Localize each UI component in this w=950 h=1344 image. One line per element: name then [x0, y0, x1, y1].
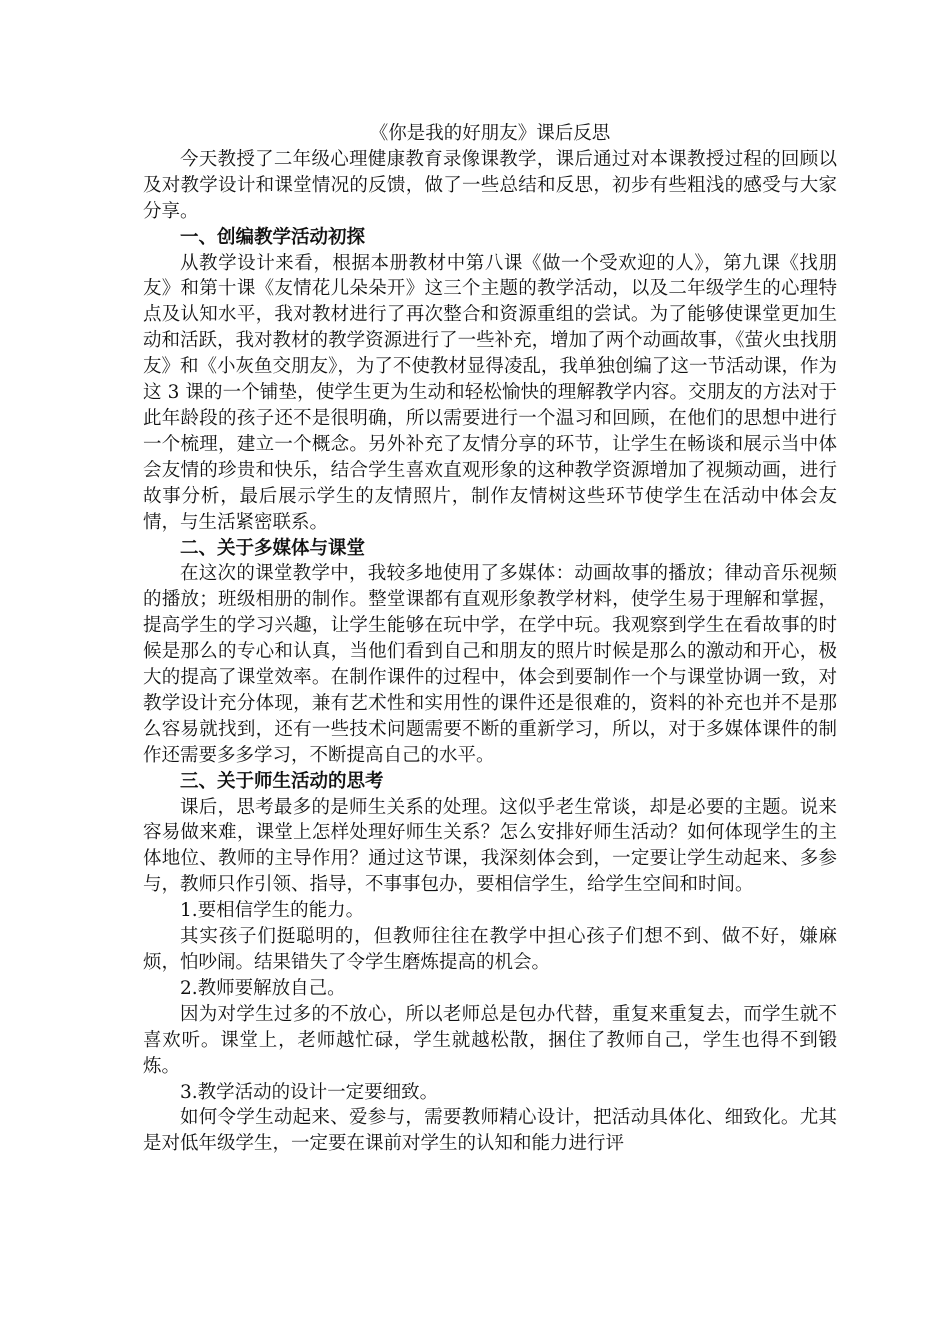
- section-3-heading: 三、关于师生活动的思考: [180, 770, 384, 792]
- point-1-paragraph: 其实孩子们挺聪明的，但教师往往在教学中担心孩子们想不到、做不好，嫌麻烦，怕吵闹。结果错失了令学生磨炼提高的机会。: [143, 926, 837, 973]
- intro-paragraph: 今天教授了二年级心理健康教育录像课教学，课后通过对本课教授过程的回顾以及对教学设计和课堂情况的反馈，做了一些总结和反思，初步有些粗浅的感受与大家分享。: [143, 148, 837, 222]
- section-1-heading: 一、创编教学活动初探: [180, 226, 366, 248]
- section-3-paragraph: 课后，思考最多的是师生关系的处理。这似乎老生常谈，却是必要的主题。说来容易做来难，课堂上怎样处理好师生关系？怎么安排好师生活动？如何体现学生的主体地位、教师的主导作用？通过这节课，我深刻体会到，一定要让学生动起来、多参与，教师只作引领、指导，不事事包办，要相信学生，给学生空间和时间。: [143, 796, 837, 896]
- point-3-title: 3.教学活动的设计一定要细致。: [180, 1081, 439, 1103]
- section-2-paragraph: 在这次的课堂教学中，我较多地使用了多媒体：动画故事的播放；律动音乐视频的播放；班级相册的制作。整堂课都有直观形象教学材料，使学生易于理解和掌握，提高学生的学习兴趣，让学生能够在玩中学，在学中玩。我观察到学生在看故事的时候是那么的专心和认真，当他们看到自己和朋友的照片时候是那么的激动和开心，极大的提高了课堂效率。在制作课件的过程中，体会到要制作一个与课堂协调一致，对教学设计充分体现，兼有艺术性和实用性的课件还是很难的，资料的补充也并不是那么容易就找到，还有一些技术问题需要不断的重新学习，所以，对于多媒体课件的制作还需要多多学习，不断提高自己的水平。: [143, 563, 837, 766]
- section-2-heading: 二、关于多媒体与课堂: [180, 537, 366, 559]
- point-3-paragraph: 如何令学生动起来、爱参与，需要教师精心设计，把活动具体化、细致化。尤其是对低年级学生，一定要在课前对学生的认知和能力进行评: [143, 1107, 837, 1155]
- document-page: [143, 121, 837, 1157]
- point-2-title: 2.教师要解放自己。: [180, 977, 346, 999]
- document-title: 《你是我的好朋友》课后反思: [369, 123, 611, 144]
- point-2-paragraph: 因为对学生过多的不放心，所以老师总是包办代替，重复来重复去，而学生就不喜欢听。课堂上，老师越忙碌，学生就越松散，捆住了教师自己，学生也得不到锻炼。: [143, 1003, 837, 1077]
- section-1-paragraph: 从教学设计来看，根据本册教材中第八课《做一个受欢迎的人》，第九课《找朋友》和第十课《友情花儿朵朵开》这三个主题的教学活动，以及二年级学生的心理特点及认知水平，我对教材进行了再次整合和资源重组的尝试。为了能够使课堂更加生动和活跃，我对教材的教学资源进行了一些补充，增加了两个动画故事，《萤火虫找朋友》和《小灰鱼交朋友》，为了不使教材显得凌乱，我单独创编了这一节活动课，作为这 3 课的一个铺垫，使学生更为生动和轻松愉快的理解教学内容。交朋友的方法对于此年龄段的孩子还不是很明确，所以需要进行一个温习和回顾，在他们的思想中进行一个梳理，建立一个概念。另外补充了友情分享的环节，让学生在畅谈和展示当中体会友情的珍贵和快乐，结合学生喜欢直观形象的这种教学资源增加了视频动画，进行故事分析，最后展示学生的友情照片，制作友情树这些环节使学生在活动中体会友情，与生活紧密联系。: [143, 252, 837, 533]
- point-1-title: 1.要相信学生的能力。: [180, 900, 365, 922]
